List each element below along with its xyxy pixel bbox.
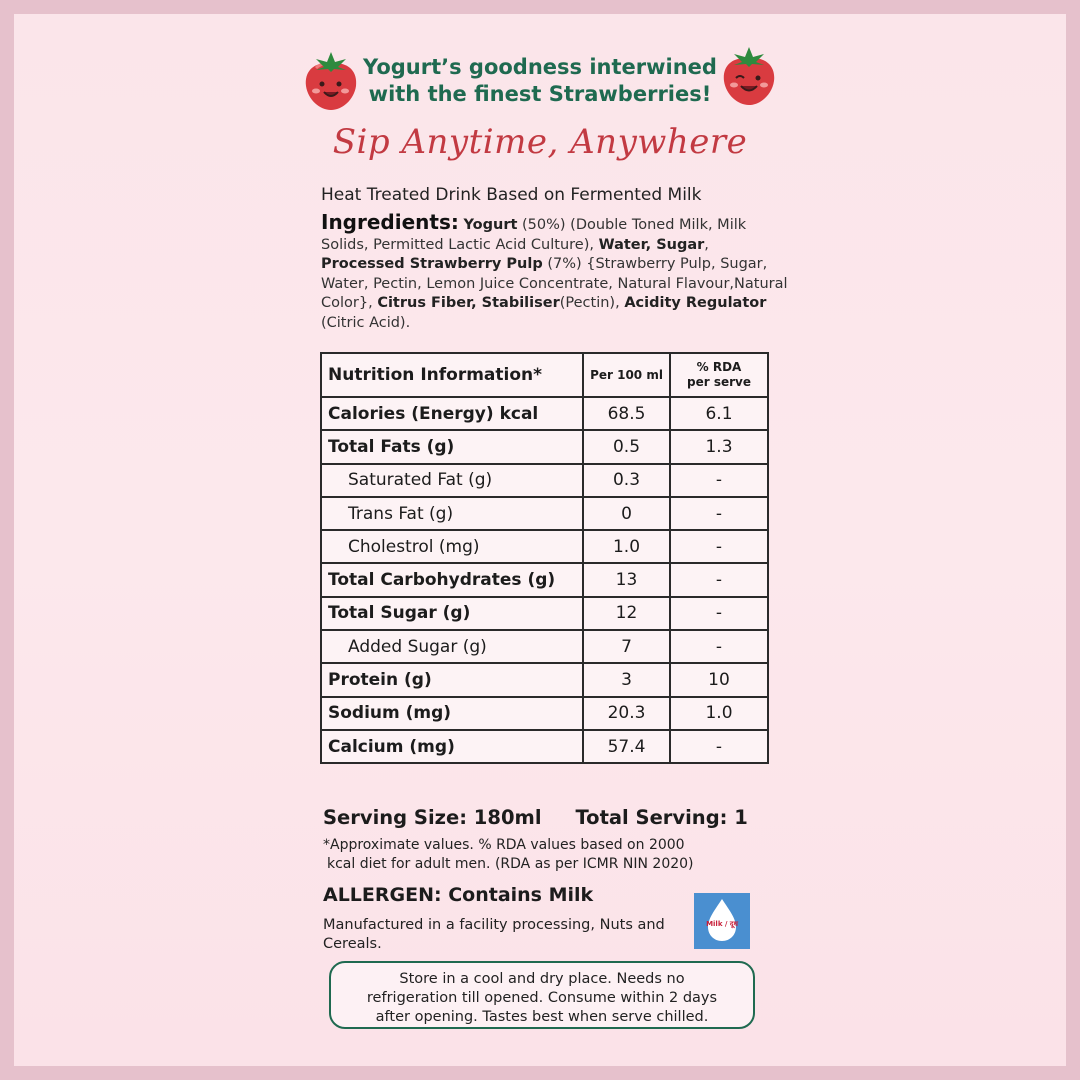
nutrient-name: Protein (g) (321, 663, 583, 696)
nutrition-table (320, 352, 769, 764)
nutrient-rda-value: - (670, 530, 768, 563)
nutrition-row (321, 464, 768, 497)
product-subtitle: Heat Treated Drink Based on Fermented Milk (321, 185, 702, 205)
nutrient-per100-value: 20.3 (583, 697, 670, 730)
nutrient-per100-value: 7 (583, 630, 670, 663)
ingredient-bold-term: Processed Strawberry Pulp (321, 256, 543, 272)
nutrient-per100-value: 68.5 (583, 397, 670, 430)
nutrient-rda-value: - (670, 597, 768, 630)
nutrient-rda-value: - (670, 497, 768, 530)
tagline (340, 54, 740, 108)
ingredients-block (321, 210, 791, 333)
nutrient-name: Added Sugar (g) (321, 630, 583, 663)
storage-line-3: after opening. Tastes best when serve chilled. (375, 1009, 709, 1025)
serving-info (323, 806, 748, 829)
ingredient-text-run: (Citric Acid). (321, 314, 411, 331)
ingredient-text-run: (Pectin), (559, 295, 625, 311)
nutrient-name: Trans Fat (g) (321, 497, 583, 530)
rda-header-line-1: % RDA (696, 360, 742, 374)
milk-icon-label: Milk / दूध (706, 920, 738, 928)
nutrient-per100-value: 12 (583, 597, 670, 630)
serving-size: Serving Size: 180ml (323, 806, 542, 829)
ingredient-bold-term: Citrus Fiber, Stabiliser (377, 295, 560, 311)
nutrition-row (321, 563, 768, 596)
ingredient-text-run: (7%) {Strawberry Pulp, Sugar, Water, Pectin, Lemon Juice Concentrate, Natural Flavour,Natural Color}, (321, 256, 788, 311)
nutrient-rda-value: 6.1 (670, 397, 768, 430)
nutrient-name: Sodium (mg) (321, 697, 583, 730)
nutrition-row (321, 663, 768, 696)
nutrient-rda-value: - (670, 464, 768, 497)
nutrient-rda-value: 1.3 (670, 430, 768, 463)
ingredient-bold-term: Water, Sugar (598, 236, 705, 253)
nutrition-header-row (321, 353, 768, 397)
nutrition-row (321, 397, 768, 430)
rda-note-line-2: kcal diet for adult men. (RDA as per ICMR NIN 2020) (327, 856, 694, 872)
storage-line-2: refrigeration till opened. Consume within 2 days (366, 990, 718, 1006)
milk-drop-icon (694, 893, 750, 949)
nutrition-row (321, 530, 768, 563)
nutrient-name: Total Fats (g) (321, 430, 583, 463)
nutrition-row (321, 630, 768, 663)
ingredients-text (321, 217, 788, 331)
nutrition-header-label: Nutrition Information* (321, 353, 583, 397)
nutrient-rda-value: 10 (670, 663, 768, 696)
ingredient-text-run: (50%) (Double Toned Milk, Milk Solids, Permitted Lactic Acid Culture), (321, 217, 747, 253)
nutrient-name: Total Sugar (g) (321, 597, 583, 630)
ingredient-bold-term: Yogurt (463, 217, 518, 233)
nutrient-name: Total Carbohydrates (g) (321, 563, 583, 596)
nutrient-per100-value: 0.3 (583, 464, 670, 497)
nutrient-name: Calories (Energy) kcal (321, 397, 583, 430)
nutrition-row (321, 730, 768, 763)
tagline-line-1: Yogurt’s goodness interwined (363, 55, 717, 79)
nutrient-rda-value: - (670, 630, 768, 663)
nutrition-row (321, 497, 768, 530)
total-serving: Total Serving: 1 (575, 806, 748, 829)
script-title: Sip Anytime, Anywhere (332, 122, 748, 162)
nutrition-header-rda (670, 353, 768, 397)
nutrition-header-per100: Per 100 ml (583, 353, 670, 397)
nutrient-name: Calcium (mg) (321, 730, 583, 763)
nutrient-per100-value: 3 (583, 663, 670, 696)
facility-note: Manufactured in a facility processing, Nuts and Cereals. (323, 917, 665, 952)
nutrient-per100-value: 57.4 (583, 730, 670, 763)
allergen-title: ALLERGEN: Contains Milk (323, 884, 594, 906)
tagline-line-2: with the finest Strawberries! (368, 82, 712, 106)
nutrient-per100-value: 0 (583, 497, 670, 530)
nutrition-row (321, 430, 768, 463)
ingredient-text-run: , (704, 236, 709, 253)
nutrition-row (321, 697, 768, 730)
nutrient-per100-value: 1.0 (583, 530, 670, 563)
storage-line-1: Store in a cool and dry place. Needs no (399, 971, 685, 987)
nutrition-row (321, 597, 768, 630)
storage-instructions (329, 961, 755, 1029)
nutrient-name: Cholestrol (mg) (321, 530, 583, 563)
nutrition-rows (321, 397, 768, 763)
nutrient-rda-value: 1.0 (670, 697, 768, 730)
rda-note-line-1: *Approximate values. % RDA values based on 2000 (323, 837, 685, 853)
rda-header-line-2: per serve (687, 375, 751, 389)
nutrient-per100-value: 0.5 (583, 430, 670, 463)
nutrient-name: Saturated Fat (g) (321, 464, 583, 497)
ingredients-heading: Ingredients: (321, 210, 459, 234)
nutrient-per100-value: 13 (583, 563, 670, 596)
rda-note (323, 836, 763, 874)
nutrient-rda-value: - (670, 730, 768, 763)
nutrient-rda-value: - (670, 563, 768, 596)
ingredient-bold-term: Acidity Regulator (624, 295, 767, 311)
